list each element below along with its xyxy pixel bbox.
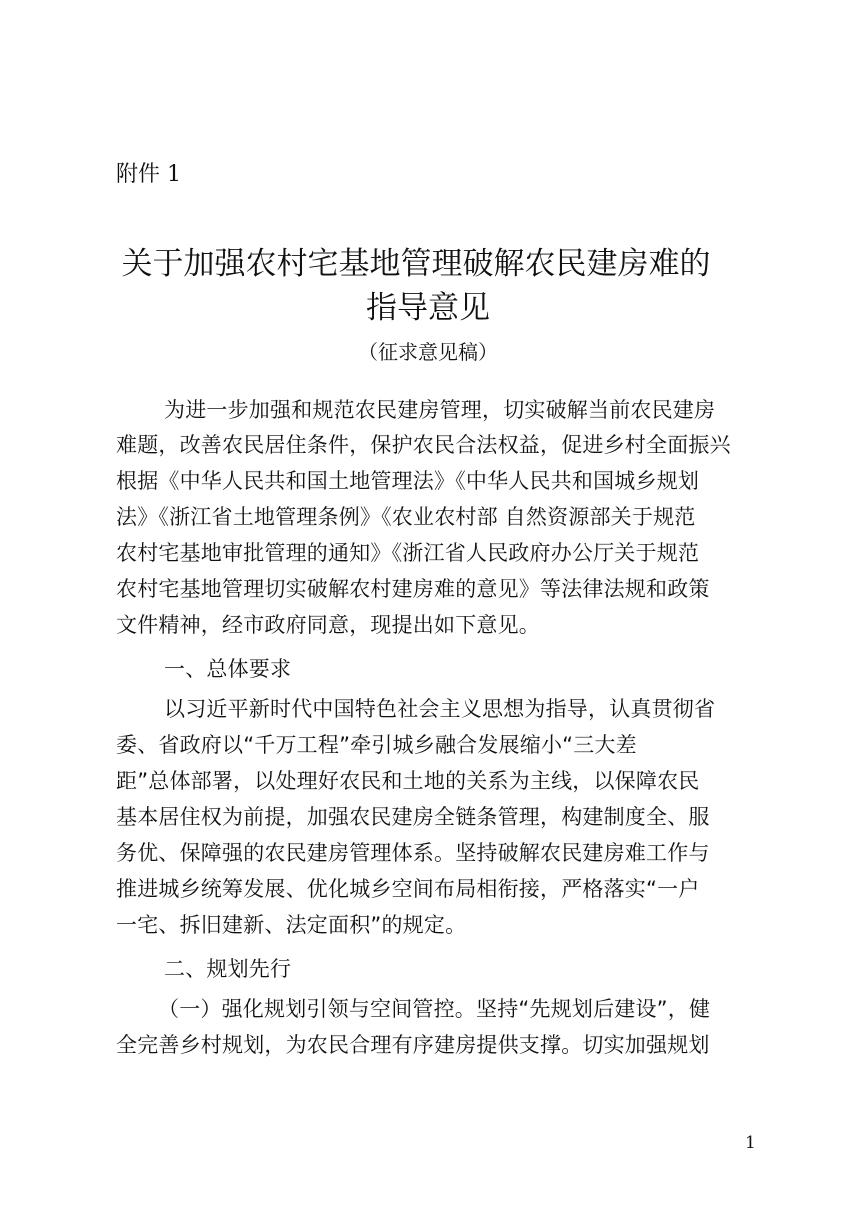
section-heading: 一、总体要求 — [164, 657, 292, 681]
body-line: 文件精神，经市政府同意，现提出如下意见。 — [116, 613, 540, 637]
page-number: 1 — [745, 1133, 756, 1153]
body-line: 农村宅基地审批管理的通知》《浙江省人民政府办公厅关于规范 — [116, 541, 700, 565]
body-line: 委、省政府以“千万工程”牵引城乡融合发展缩小“三大差 — [116, 733, 637, 757]
body-line: 根据《中华人民共和国土地管理法》《中华人民共和国城乡规划 — [116, 469, 700, 493]
body-line: 全完善乡村规划，为农民合理有序建房提供支撑。切实加强规划 — [116, 1033, 710, 1057]
attachment-label: 附件 1 — [116, 162, 181, 187]
body-line: 以习近平新时代中国特色社会主义思想为指导，认真贯彻省 — [164, 697, 716, 721]
body-line: 距”总体部署，以处理好农民和土地的关系为主线，以保障农民 — [116, 769, 700, 793]
body-line: 农村宅基地管理切实破解农村建房难的意见》等法律法规和政策 — [116, 577, 710, 601]
document-title-line-2: 指导意见 — [366, 290, 490, 326]
body-line: 推进城乡统筹发展、优化城乡空间布局相衔接，严格落实“一户 — [116, 877, 700, 901]
document-title-line-1: 关于加强农村宅基地管理破解农民建房难的 — [121, 246, 711, 282]
body-line: 务优、保障强的农民建房管理体系。坚持破解农民建房难工作与 — [116, 841, 710, 865]
body-line: 法》《浙江省土地管理条例》《农业农村部 自然资源部关于规范 — [116, 505, 696, 529]
body-line: 基本居住权为前提，加强农民建房全链条管理，构建制度全、服 — [116, 805, 710, 829]
body-line: 一宅、拆旧建新、法定面积”的规定。 — [116, 913, 467, 937]
body-line: 为进一步加强和规范农民建房管理，切实破解当前农民建房 — [164, 398, 716, 422]
body-line: 难题，改善农民居住条件，保护农民合法权益，促进乡村全面振兴 — [116, 433, 731, 457]
document-subtitle: （征求意见稿） — [358, 340, 498, 364]
body-line: （一）强化规划引领与空间管控。坚持“先规划后建设”，健 — [158, 997, 711, 1021]
section-heading: 二、规划先行 — [164, 957, 292, 981]
